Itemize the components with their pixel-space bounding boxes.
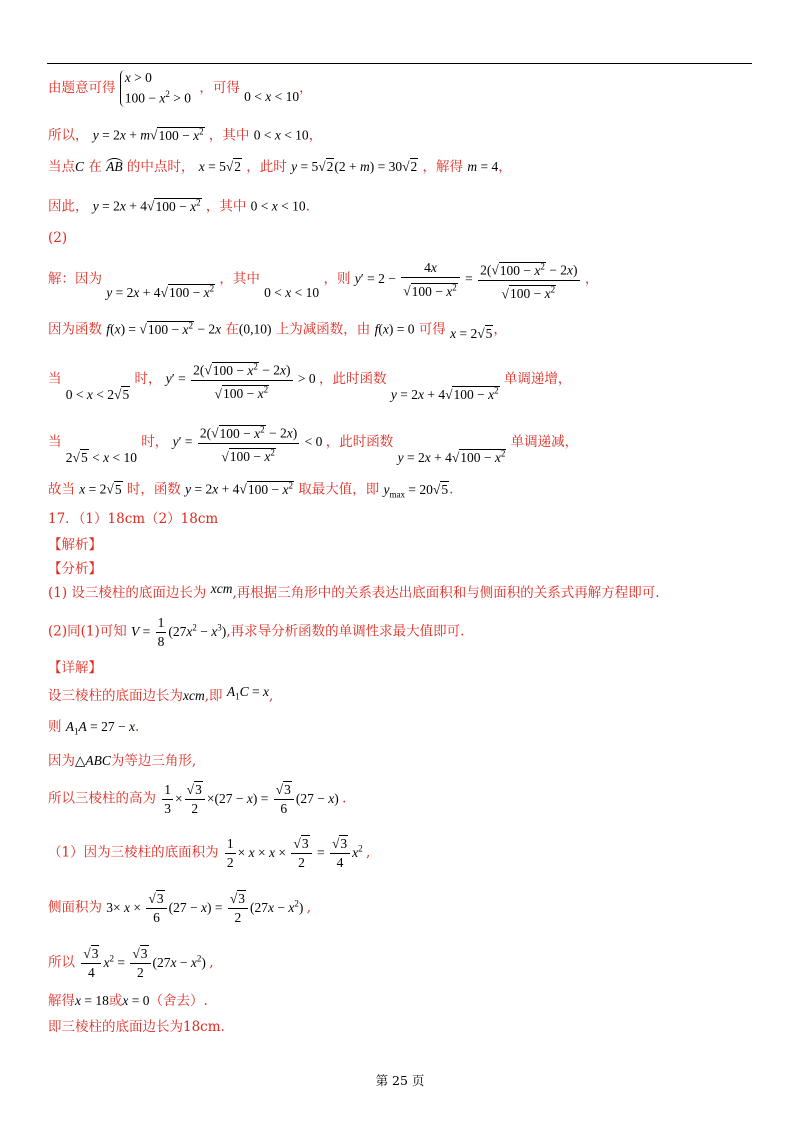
text: ,再求导分析函数的单调性求最大值即可. <box>226 623 465 640</box>
text: 在 <box>225 321 239 338</box>
text: 为等边三角形, <box>110 753 197 769</box>
text: ，可得 <box>199 79 240 96</box>
text: 因此， <box>48 198 89 215</box>
formula: 0 < x < 10 <box>264 285 320 301</box>
formula: $y = 2x + 4√100 - x^2$ <box>92 197 201 214</box>
formula: V = $\frac{1}{8}$ $(27x^2 - x^3)$ <box>131 615 227 649</box>
formula: x = 18 <box>75 993 109 1008</box>
formula: x = 0 <box>122 993 150 1008</box>
text: ，解得 <box>422 159 464 175</box>
line-derivative: 解：因为 $y = 2x + 4√100 - x^2$ ，其中 0 < x < 10 ，则 y′ = 2 − $\frac{4x}{√100 - x^2}$ = $\frac{2(√100 - x^2 - 2x)}{√100 - x^2}$ ， <box>48 257 598 303</box>
formula: x = 2√5 <box>79 481 122 497</box>
formula: $y_{max} = 20√5$ <box>383 481 449 500</box>
text: 当 <box>48 371 62 388</box>
text: 时， <box>141 434 169 451</box>
text: 或 <box>108 993 123 1009</box>
text: 所以， <box>48 127 89 144</box>
text: 故当 <box>48 481 75 498</box>
text: 单调递减， <box>510 434 579 451</box>
formula: 0 < x < 10 <box>253 127 309 143</box>
text: 设三棱柱的底面边长为 <box>48 688 183 704</box>
formula: $y = 2x + m√100 - x^2$ <box>92 126 204 143</box>
text: 17．（1）18cm（2）18cm <box>48 511 219 527</box>
line-decreasing-2 <box>48 420 578 466</box>
text: ，此时 <box>246 159 287 175</box>
detail-line-9 <box>48 1017 225 1037</box>
header-rule <box>47 63 752 64</box>
text: 则 <box>48 719 62 735</box>
formula: 3× x × $\frac{√3}{6}$ (27 − x) = $\frac{√3}{2}$ $(27x - x^2)$ <box>106 891 307 925</box>
analysis-line-1 <box>48 583 660 603</box>
detail-line-1: 设三棱柱的底面边长为xcm,即 $A_1C = x$, <box>48 684 274 704</box>
text: ，其中 <box>208 127 250 144</box>
detail-line-2: 则 $A_1A = 27 - x$. <box>48 719 140 737</box>
line-increasing <box>48 357 571 403</box>
text: 【分析】 <box>48 561 102 577</box>
text: 取最大值，即 <box>298 481 380 498</box>
formula: f(x) = 0 <box>374 321 415 337</box>
text: 单调递增， <box>503 371 572 388</box>
line-constraint: 由题意可得 x > 0 $100 - x^2 > 0$ ，可得 0 < x < 10， <box>48 70 313 106</box>
text: ,即 <box>204 688 223 704</box>
formula: xcm <box>210 581 233 596</box>
page-number: 第 25 页 <box>375 1073 425 1088</box>
text: (1) 设三棱柱的底面边长为 <box>48 585 207 601</box>
formula: $y = 2x + 4√100 - x^2$ <box>397 448 506 466</box>
text: (2)同(1)可知 <box>48 623 127 640</box>
text: ，此时函数 <box>325 434 394 451</box>
part2-label <box>48 228 67 248</box>
line-decreasing: 因为函数 $f(x) = √100 - x^2 - 2x$ 在(0,10) 上为减函数，由 f(x) = 0 可得 x = 2√5， <box>48 320 507 341</box>
text: 因为函数 <box>48 321 102 338</box>
text: ,再根据三角形中的关系表达出底面积和与侧面积的关系式再解方程即可. <box>232 585 660 601</box>
detail-line-6: 侧面积为 3× x × $\frac{√3}{6}$ (27 − x) = $\frac{√3}{2}$ $(27x - x^2)$ , <box>48 891 312 925</box>
line-midpoint: 当点C 在 AB 的中点时， x = 5√2 ，此时 y = 5√2(2 + m) = 30√2 ，解得 m = 4， <box>48 159 512 175</box>
formula: m = 4 <box>467 159 499 174</box>
text: 当 <box>48 434 62 451</box>
formula: △ABC <box>75 753 111 768</box>
formula: $\frac{√3}{4}$ $x^2$ = $\frac{√3}{2}$ $(27x - x^2)$ <box>83 946 210 980</box>
formula: $\frac{1}{2}$ × x × x × $\frac{√3}{2}$ = $\frac{√3}{4}$ $x^2$ <box>226 836 363 870</box>
text: 所以 <box>48 954 75 971</box>
formula: y′ = $\frac{2(√100 - x^2 - 2x)}{√100 - x^2}$ > 0 <box>166 371 319 386</box>
formula: x = 2√5 <box>450 325 493 341</box>
detail-line-3 <box>48 751 196 771</box>
text: （1）因为三棱柱的底面积为 <box>48 844 219 861</box>
text: 所以三棱柱的高为 <box>48 790 156 807</box>
line-function: 所以， $y = 2x + m√100 - x^2$ ，其中 0 < x < 10， <box>48 126 323 144</box>
text: 可得 <box>418 321 446 338</box>
arc-ab: AB <box>106 159 123 174</box>
text: 时， <box>134 371 162 388</box>
text: 当点 <box>48 159 75 175</box>
formula: $y = 2x + 4√100 - x^2$ <box>185 480 293 497</box>
formula: y′ = 2 − $\frac{4x}{√100 - x^2}$ = $\frac{2(√100 - x^2 - 2x)}{√100 - x^2}$ <box>355 271 585 286</box>
formula: $\frac{1}{3}$ × $\frac{√3}{2}$ ×(27 − x) = $\frac{√3}{6}$ (27 − x) <box>164 782 343 816</box>
analysis-subheading <box>48 559 102 579</box>
formula: x = 5√2 <box>198 159 241 174</box>
text: 上为减函数，由 <box>275 321 371 338</box>
formula: y′ = $\frac{2(√100 - x^2 - 2x)}{√100 - x^2}$ < 0 <box>173 434 326 449</box>
text: 侧面积为 <box>48 899 102 916</box>
text: 时，函数 <box>126 481 181 498</box>
analysis-heading <box>48 535 102 555</box>
text: ，此时函数 <box>319 371 387 388</box>
constraint-system: x > 0 $100 - x^2 > 0$ <box>120 70 191 107</box>
formula: 0 < x < 2√5 <box>65 387 130 403</box>
detail-heading <box>48 658 102 678</box>
text: 【详解】 <box>48 660 102 676</box>
text: 解：因为 <box>48 271 102 288</box>
question-17-answer <box>48 509 218 529</box>
line-result: 因此， $y = 2x + 4√100 - x^2$ ，其中 0 < x < 10. <box>48 197 310 215</box>
formula: $y = 2x + 4√100 - x^2$ <box>106 283 215 301</box>
line-maximum: 故当 x = 2√5 时，函数 $y = 2x + 4√100 - x^2$ 取最大值，即 $y_{max} = 20√5$. <box>48 480 454 500</box>
text: (2) <box>48 230 68 246</box>
text: 由题意可得 <box>48 79 116 96</box>
text: ，其中 <box>205 198 247 215</box>
text: 【解析】 <box>48 537 102 553</box>
text: 解得 <box>48 993 75 1009</box>
text: ，其中 <box>219 271 260 288</box>
detail-line-4: 所以三棱柱的高为 $\frac{1}{3}$ × $\frac{√3}{2}$ ×(27 − x) = $\frac{√3}{6}$ (27 − x) . <box>48 782 347 816</box>
formula: $y = 2x + 4√100 - x^2$ <box>390 385 499 403</box>
text: 即三棱柱的底面边长为18cm. <box>48 1019 225 1035</box>
text: 在 <box>88 159 102 175</box>
text: ，则 <box>323 271 351 288</box>
formula: 0 < x < 10 <box>244 88 300 104</box>
text: 因为 <box>48 753 75 769</box>
formula: $f(x) = √100 - x^2 - 2x$ <box>106 320 222 337</box>
formula: $A_1C = x$ <box>226 684 269 702</box>
analysis-line-2 <box>48 614 464 651</box>
formula: 2√5 < x < 10 <box>65 450 137 466</box>
detail-line-5: （1）因为三棱柱的底面积为 $\frac{1}{2}$ × x × x × $\frac{√3}{2}$ = $\frac{√3}{4}$ $x^2$ , <box>48 836 371 870</box>
text: （舍去）. <box>149 993 208 1009</box>
text: 的中点时， <box>126 159 195 175</box>
formula: y = 5√2(2 + m) = 30√2 <box>291 159 418 174</box>
detail-line-8 <box>48 991 208 1011</box>
detail-line-7: 所以 $\frac{√3}{4}$ $x^2$ = $\frac{√3}{2}$ $(27x - x^2)$ , <box>48 946 214 980</box>
formula: 0 < x < 10 <box>250 198 306 214</box>
formula: $A_1A = 27 - x$ <box>65 719 136 737</box>
